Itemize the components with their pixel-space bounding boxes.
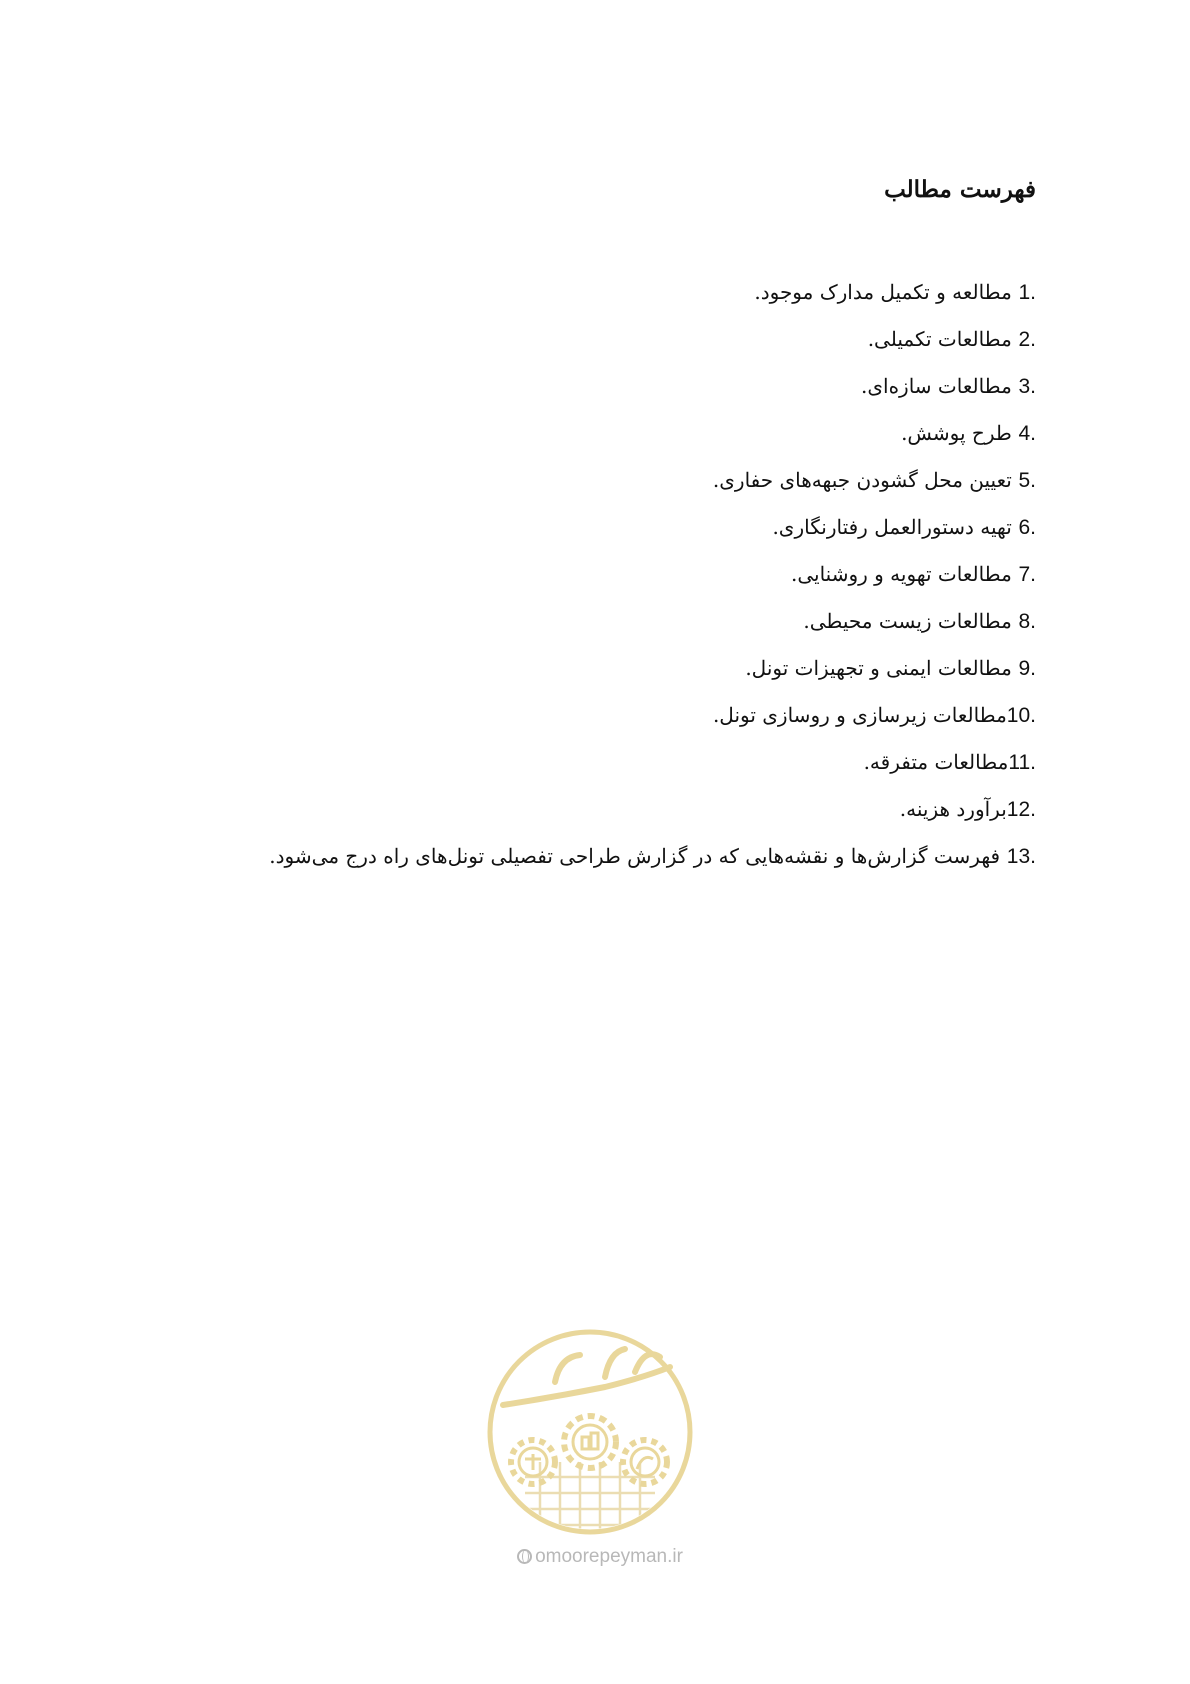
toc-item [96,601,1036,648]
toc-item-number: 7. [1018,563,1036,586]
toc-item-text: مطالعات ایمنی و تجهیزات تونل. [745,656,1012,680]
toc-item [96,460,1036,507]
toc-item [96,789,1036,836]
toc-item-number: 2. [1018,328,1036,351]
toc-item-number: 4. [1018,422,1036,445]
toc-item [96,695,1036,742]
watermark-url-text: omoorepeyman.ir [535,1546,683,1567]
toc-item-text: تعیین محل گشودن جبهه‌های حفاری. [712,468,1012,492]
toc-item-text: فهرست گزارش‌ها و نقشه‌هایی که در گزارش طراحی تفصیلی تونل‌های راه درج می‌شود. [269,844,1001,868]
toc-item-number: 12. [1006,798,1036,821]
toc-item-text: برآورد هزینه. [899,797,1007,821]
toc-item [96,272,1036,319]
toc-item-number: 6. [1018,516,1036,539]
globe-icon [517,1549,532,1564]
page-title: فهرست مطالب [884,176,1036,203]
watermark-logo [485,1327,695,1537]
toc-item-number: 1. [1018,281,1036,304]
toc-item [96,319,1036,366]
toc-item [96,648,1036,695]
toc-item-number: 11. [1008,751,1036,774]
toc-item [96,836,1036,883]
toc-item-text: مطالعات زیست محیطی. [803,609,1012,633]
toc-item-text: مطالعات زیرسازی و روسازی تونل. [712,703,1007,727]
toc-item [96,742,1036,789]
toc-item-number: 13. [1006,845,1036,868]
toc-list [96,272,1036,883]
toc-item-text: مطالعه و تکمیل مدارک موجود. [754,280,1012,304]
toc-item-text: تهیه دستورالعمل رفتارنگاری. [772,515,1012,539]
toc-item-text: مطالعات تهویه و روشنایی. [790,562,1012,586]
toc-item-number: 10. [1006,704,1036,727]
toc-item [96,366,1036,413]
toc-item [96,554,1036,601]
toc-item-text: مطالعات متفرقه. [863,750,1009,774]
toc-item-text: مطالعات سازه‌ای. [861,374,1012,398]
toc-item-number: 3. [1018,375,1036,398]
toc-item-number: 8. [1018,610,1036,633]
toc-item [96,507,1036,554]
watermark-url [500,1546,700,1568]
toc-item-text: طرح پوشش. [901,421,1012,445]
toc-item-number: 9. [1018,657,1036,680]
toc-item [96,413,1036,460]
toc-item-text: مطالعات تکمیلی. [867,327,1012,351]
toc-item-number: 5. [1018,469,1036,492]
